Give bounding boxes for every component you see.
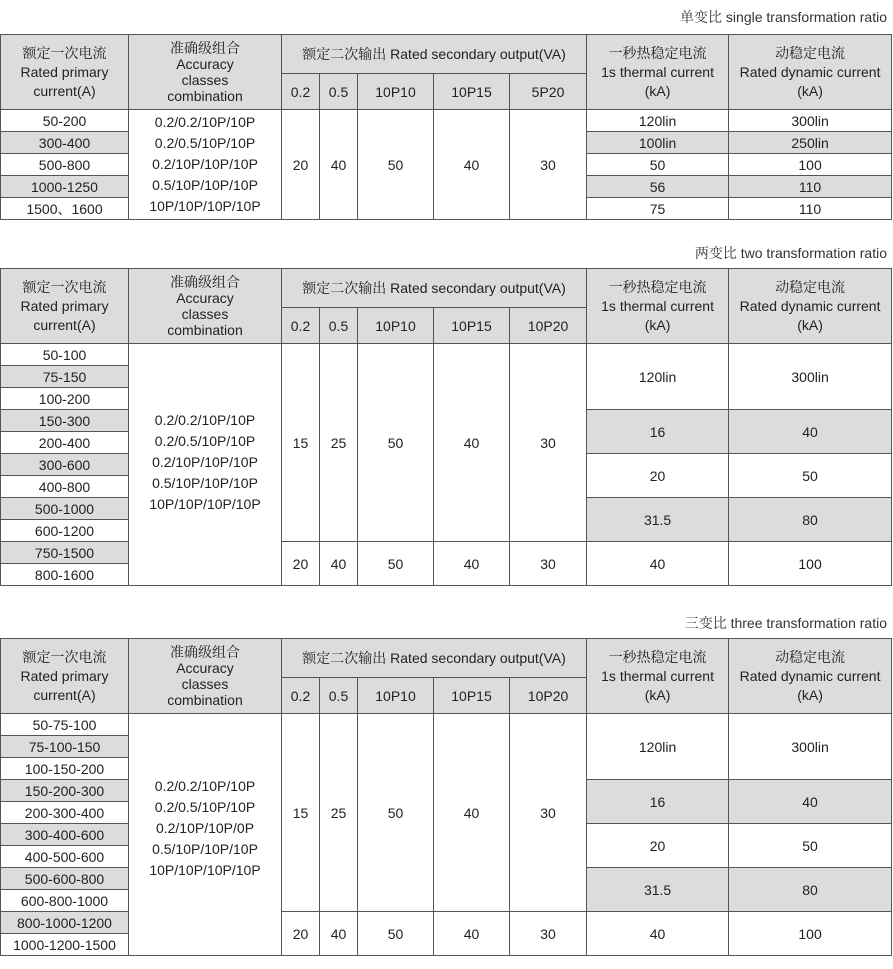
three-ratio-table: [0, 638, 892, 956]
dynamic-cell: 110: [729, 176, 892, 198]
primary-current-cell: 800-1000-1200: [1, 912, 129, 934]
output-10p15: 40: [434, 110, 510, 220]
dynamic-cell: 300lin: [729, 714, 892, 780]
primary-current-cell: 500-800: [1, 154, 129, 176]
dynamic-cell: 300lin: [729, 344, 892, 410]
header-dynamic: 动稳定电流 Rated dynamic current (kA): [729, 269, 892, 344]
primary-current-cell: 50-75-100: [1, 714, 129, 736]
dynamic-cell: 40: [729, 410, 892, 454]
primary-current-cell: 400-800: [1, 476, 129, 498]
header-class-10p15: 10P15: [434, 74, 510, 110]
output-5p20: 30: [510, 110, 587, 220]
primary-current-cell: 600-1200: [1, 520, 129, 542]
output-10p10: 50: [358, 344, 434, 542]
output-10p15: 40: [434, 542, 510, 586]
output-0-5: 25: [320, 344, 358, 542]
header-rated-primary: 额定一次电流 Rated primary current(A): [1, 35, 129, 110]
header-secondary-output: 额定二次输出 Rated secondary output(VA): [282, 639, 587, 678]
thermal-cell: 75: [587, 198, 729, 220]
accuracy-combinations: 0.2/0.2/10P/10P 0.2/0.5/10P/10P 0.2/10P/10P/10P 0.5/10P/10P/10P 10P/10P/10P/10P: [129, 344, 282, 586]
dynamic-cell: 50: [729, 454, 892, 498]
header-class-10p15: 10P15: [434, 308, 510, 344]
output-0-2: 20: [282, 542, 320, 586]
output-10p10: 50: [358, 110, 434, 220]
primary-current-cell: 400-500-600: [1, 846, 129, 868]
dynamic-cell: 110: [729, 198, 892, 220]
header-class-10p10: 10P10: [358, 74, 434, 110]
thermal-cell: 50: [587, 154, 729, 176]
header-class-5p20: 5P20: [510, 74, 587, 110]
dynamic-cell: 80: [729, 498, 892, 542]
primary-current-cell: 600-800-1000: [1, 890, 129, 912]
primary-current-cell: 750-1500: [1, 542, 129, 564]
dynamic-cell: 100: [729, 912, 892, 956]
dynamic-cell: 300lin: [729, 110, 892, 132]
header-class-10p10: 10P10: [358, 678, 434, 714]
primary-current-cell: 800-1600: [1, 564, 129, 586]
thermal-cell: 40: [587, 912, 729, 956]
header-class-0-5: 0.5: [320, 74, 358, 110]
output-10p15: 40: [434, 912, 510, 956]
thermal-cell: 40: [587, 542, 729, 586]
header-class-0-2: 0.2: [282, 308, 320, 344]
output-0-2: 15: [282, 714, 320, 912]
primary-current-cell: 200-300-400: [1, 802, 129, 824]
primary-current-cell: 150-300: [1, 410, 129, 432]
output-0-2: 15: [282, 344, 320, 542]
header-dynamic: 动稳定电流 Rated dynamic current (kA): [729, 639, 892, 714]
thermal-cell: 120lin: [587, 714, 729, 780]
primary-current-cell: 1000-1250: [1, 176, 129, 198]
dynamic-cell: 40: [729, 780, 892, 824]
header-secondary-output: 额定二次输出 Rated secondary output(VA): [282, 269, 587, 308]
output-10p20: 30: [510, 542, 587, 586]
header-accuracy: 准确级组合 Accuracy classes combination: [129, 639, 282, 714]
header-accuracy: 准确级组合 Accuracy classes combination: [129, 269, 282, 344]
primary-current-cell: 300-400: [1, 132, 129, 154]
header-class-10p10: 10P10: [358, 308, 434, 344]
header-class-0-2: 0.2: [282, 678, 320, 714]
output-10p10: 50: [358, 714, 434, 912]
header-thermal: 一秒热稳定电流 1s thermal current (kA): [587, 269, 729, 344]
header-class-0-5: 0.5: [320, 678, 358, 714]
output-0-2: 20: [282, 912, 320, 956]
primary-current-cell: 1500、1600: [1, 198, 129, 220]
thermal-cell: 20: [587, 454, 729, 498]
header-rated-primary: 额定一次电流 Rated primary current(A): [1, 269, 129, 344]
thermal-cell: 31.5: [587, 498, 729, 542]
dynamic-cell: 100: [729, 154, 892, 176]
thermal-cell: 31.5: [587, 868, 729, 912]
primary-current-cell: 75-150: [1, 366, 129, 388]
thermal-cell: 56: [587, 176, 729, 198]
header-class-0-5: 0.5: [320, 308, 358, 344]
primary-current-cell: 50-200: [1, 110, 129, 132]
header-class-10p15: 10P15: [434, 678, 510, 714]
header-class-0-2: 0.2: [282, 74, 320, 110]
primary-current-cell: 75-100-150: [1, 736, 129, 758]
header-rated-primary: 额定一次电流 Rated primary current(A): [1, 639, 129, 714]
output-10p15: 40: [434, 714, 510, 912]
output-10p20: 30: [510, 714, 587, 912]
primary-current-cell: 50-100: [1, 344, 129, 366]
thermal-cell: 100lin: [587, 132, 729, 154]
primary-current-cell: 300-600: [1, 454, 129, 476]
header-thermal: 一秒热稳定电流 1s thermal current (kA): [587, 639, 729, 714]
section-caption-three: 三变比 three transformation ratio: [684, 615, 887, 631]
header-accuracy: 准确级组合 Accuracy classes combination: [129, 35, 282, 110]
output-0-5: 40: [320, 110, 358, 220]
primary-current-cell: 150-200-300: [1, 780, 129, 802]
primary-current-cell: 1000-1200-1500: [1, 934, 129, 956]
header-thermal: 一秒热稳定电流 1s thermal current (kA): [587, 35, 729, 110]
dynamic-cell: 50: [729, 824, 892, 868]
dynamic-cell: 100: [729, 542, 892, 586]
dynamic-cell: 250lin: [729, 132, 892, 154]
output-10p10: 50: [358, 912, 434, 956]
accuracy-combinations: 0.2/0.2/10P/10P 0.2/0.5/10P/10P 0.2/10P/10P/0P 0.5/10P/10P/10P 10P/10P/10P/10P: [129, 714, 282, 956]
output-10p20: 30: [510, 344, 587, 542]
output-0-5: 25: [320, 714, 358, 912]
output-0-5: 40: [320, 912, 358, 956]
two-ratio-table: [0, 268, 892, 586]
primary-current-cell: 100-150-200: [1, 758, 129, 780]
accuracy-combinations: 0.2/0.2/10P/10P 0.2/0.5/10P/10P 0.2/10P/10P/10P 0.5/10P/10P/10P 10P/10P/10P/10P: [129, 110, 282, 220]
output-10p20: 30: [510, 912, 587, 956]
section-caption-two: 两变比 two transformation ratio: [694, 245, 887, 261]
thermal-cell: 120lin: [587, 344, 729, 410]
section-caption-single: 单变比 single transformation ratio: [680, 9, 887, 25]
primary-current-cell: 100-200: [1, 388, 129, 410]
output-10p10: 50: [358, 542, 434, 586]
header-class-10p20: 10P20: [510, 678, 587, 714]
primary-current-cell: 200-400: [1, 432, 129, 454]
thermal-cell: 16: [587, 410, 729, 454]
single-ratio-table: [0, 34, 892, 220]
output-0-2: 20: [282, 110, 320, 220]
header-secondary-output: 额定二次输出 Rated secondary output(VA): [282, 35, 587, 74]
thermal-cell: 120lin: [587, 110, 729, 132]
primary-current-cell: 500-600-800: [1, 868, 129, 890]
output-0-5: 40: [320, 542, 358, 586]
thermal-cell: 20: [587, 824, 729, 868]
dynamic-cell: 80: [729, 868, 892, 912]
header-dynamic: 动稳定电流 Rated dynamic current (kA): [729, 35, 892, 110]
output-10p15: 40: [434, 344, 510, 542]
header-class-10p20: 10P20: [510, 308, 587, 344]
thermal-cell: 16: [587, 780, 729, 824]
primary-current-cell: 500-1000: [1, 498, 129, 520]
primary-current-cell: 300-400-600: [1, 824, 129, 846]
